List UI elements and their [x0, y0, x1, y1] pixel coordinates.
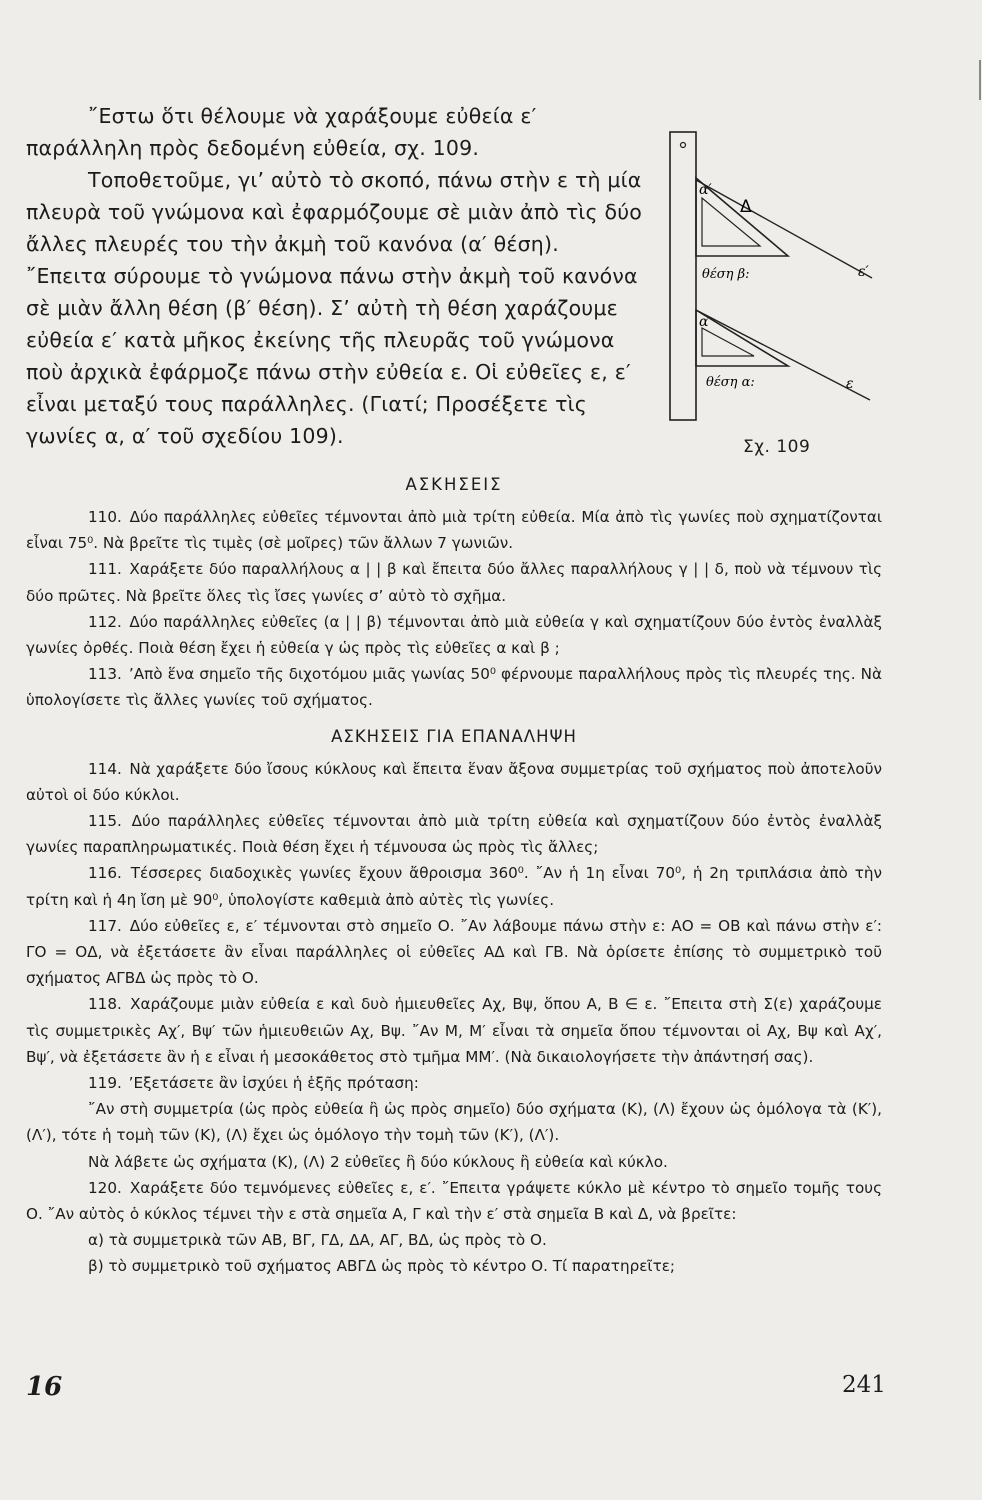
line-e-prime-label: ε′ — [858, 264, 869, 280]
line-e-label: ε — [846, 376, 854, 392]
exercise-number: 114. — [88, 759, 122, 778]
position-b-label: θέση β: — [702, 267, 750, 282]
exercises-section — [26, 470, 882, 1280]
exercise-text: Δύο παράλληλες εὐθεῖες τέμνονται ἀπὸ μιὰ τρίτη εὐθεία. Μία ἀπὸ τὶς γωνίες ποὺ σχηματίζονται εἶναι 75⁰. Νὰ βρεῖτε τὶς τιμὲς (σὲ μοῖρες) τῶν ἄλλων 7 γωνιῶν. — [26, 508, 883, 553]
intro-paragraph-2: Τοποθετοῦμε, γι’ αὐτὸ τὸ σκοπό, πάνω στὴν ε τὴ μία πλευρὰ τοῦ γνώμονα καὶ ἐφαρμόζουμε σὲ μιὰν ἀπὸ τὶς δύο ἄλλες πλευρές του τὴν ἀκμὴ τοῦ κανόνα (α′ θέση). ῎Επειτα σύρουμε τὸ γνώμονα πάνω στὴν ἀκμὴ τοῦ κανόνα σὲ μιὰν ἄλλη θέση (β′ θέση). Σ’ αὐτὴ τὴ θέση χαράζουμε εὐθεία ε′ κατὰ μῆκος ἐκείνης τῆς πλευρᾶς τοῦ γνώμονα ποὺ ἀρχικὰ ἐφάρμοζε πάνω στὴν εὐθεία ε. Οἱ εὐθεῖες ε, ε′ εἶναι μεταξύ τους παράλληλες. (Γιατί; Προσέξετε τὶς γωνίες α, α′ τοῦ σχεδίου 109). — [26, 168, 643, 448]
exercise-117 — [26, 913, 882, 992]
angle-label-top: α′ — [699, 182, 712, 198]
exercise-120 — [26, 1175, 882, 1227]
exercise-119 — [26, 1070, 882, 1096]
exercise-text: Δύο εὐθεῖες ε, ε′ τέμνονται στὸ σημεῖο Ο. ῎Αν λάβουμε πάνω στὴν ε: ΑΟ = ΟΒ καὶ πάνω στὴν ε′: ΓΟ = ΟΔ, νὰ ἐξετάσετε ἂν εἶναι παράλληλες οἱ εὐθεῖες ΑΔ καὶ ΓΒ. Νὰ ὁρίσετε ἐπίσης τὸ συμμετρικὸ τοῦ σχήματος ΑΓΒΔ ὡς πρὸς τὸ Ο. — [26, 916, 883, 988]
exercise-number: 119. — [88, 1074, 122, 1093]
exercise-text: Χαράζουμε μιὰν εὐθεία ε καὶ δυὸ ἡμιευθεῖες Αχ, Βψ, ὅπου Α, Β ∈ ε. ῎Επειτα στὴ Σ(ε) χαράζουμε τὶς συμμετρικὲς Αχ′, Βψ′ τῶν ἡμιευθειῶν Αχ, Βψ. ῎Αν Μ, Μ′ εἶναι τὰ σημεῖα ὅπου τέμνονται οἱ Αχ, Βψ καὶ Αχ′, Βψ′, νὰ ἐξετάσετε ἂν ἡ ε εἶναι ἡ μεσοκάθετος στὸ τμῆμα ΜΜ′. (Νὰ δικαιολογήσετε τὴν ἀπάντησή σας). — [26, 995, 882, 1066]
exercise-119-statement: ῎Αν στὴ συμμετρία (ὡς πρὸς εὐθεία ἢ ὡς πρὸς σημεῖο) δύο σχήματα (Κ), (Λ) ἔχουν ὡς ὁμόλογα τὰ (Κ′), (Λ′), τότε ἡ τομὴ τῶν (Κ), (Λ) ἔχει ὡς ὁμόλογο τὴν τομὴ τῶν (Κ′), (Λ′). — [26, 1100, 882, 1145]
exercise-number: 115. — [88, 812, 122, 831]
exercise-110 — [26, 504, 882, 556]
exercise-115 — [26, 808, 882, 860]
page-edge-mark — [979, 60, 981, 100]
intro-text — [26, 100, 646, 452]
set-square-bottom-inner — [702, 328, 754, 356]
exercise-118 — [26, 991, 882, 1070]
page-number-right: 241 — [842, 1372, 886, 1398]
figure-caption: Σχ. 109 — [743, 437, 811, 457]
ruler-hole — [681, 143, 686, 148]
ruler-shape — [670, 132, 696, 420]
intro-paragraph-1: ῎Εστω ὅτι θέλουμε νὰ χαράξουμε εὐθεία ε′ παράλληλη πρὸς δεδομένη εὐθεία, σχ. 109. — [26, 104, 537, 160]
exercise-text: ’Εξετάσετε ἂν ἰσχύει ἡ ἑξῆς πρόταση: — [128, 1074, 419, 1093]
exercise-text: Τέσσερες διαδοχικὲς γωνίες ἔχουν ἄθροισμα 360⁰. ῎Αν ἡ 1η εἶναι 70⁰, ἡ 2η τριπλάσια ἀπὸ τὴν τρίτη καὶ ἡ 4η ἴση μὲ 90⁰, ὑπολογίστε καθεμιὰ ἀπὸ αὐτὲς τὶς γωνίες. — [26, 864, 883, 909]
angle-label-bottom: α — [699, 314, 709, 330]
exercise-number: 118. — [88, 995, 122, 1014]
exercise-119-note: Νὰ λάβετε ὡς σχήματα (Κ), (Λ) 2 εὐθεῖες ἢ δύο κύκλους ἢ εὐθεία καὶ κύκλο. — [88, 1152, 668, 1171]
exercise-number: 111. — [88, 560, 122, 579]
position-a-label: θέση α: — [706, 375, 755, 390]
exercise-number: 117. — [88, 916, 122, 935]
point-label: Δ — [740, 197, 752, 217]
section-title-exercises: ΑΣΚΗΣΕΙΣ — [405, 475, 503, 494]
exercise-text: Χαράξετε δύο παραλλήλους α | | β καὶ ἔπειτα δύο ἄλλες παραλλήλους γ | | δ, ποὺ νὰ τέμνουν τὶς δύο πρῶτες. Νὰ βρεῖτε ὅλες τὶς ἴσες γωνίες σ’ αὐτὸ τὸ σχῆμα. — [26, 560, 882, 605]
exercise-112 — [26, 609, 882, 661]
page-number-left: 16 — [26, 1372, 63, 1402]
exercise-111 — [26, 556, 882, 608]
line-e-prime — [696, 180, 872, 278]
exercise-114 — [26, 756, 882, 808]
exercise-120-item-a: α) τὰ συμμετρικὰ τῶν ΑΒ, ΒΓ, ΓΔ, ΔΑ, ΑΓ, ΒΔ, ὡς πρὸς τὸ Ο. — [88, 1231, 547, 1250]
set-square-bottom — [696, 310, 788, 366]
exercise-120-item-b: β) τὸ συμμετρικὸ τοῦ σχήματος ΑΒΓΔ ὡς πρὸς τὸ κέντρο Ο. Τί παρατηρεῖτε; — [88, 1257, 676, 1276]
exercise-number: 112. — [88, 612, 122, 631]
exercise-number: 110. — [88, 508, 122, 526]
exercise-113 — [26, 661, 882, 713]
exercise-number: 113. — [88, 665, 122, 684]
exercise-text: Δύο παράλληλες εὐθεῖες (α | | β) τέμνονται ἀπὸ μιὰ εὐθεία γ καὶ σχηματίζουν δύο ἐντὸς ἐναλλὰξ γωνίες ὀρθές. Ποιὰ θέση ἔχει ἡ εὐθεία γ ὡς πρὸς τὶς εὐθεῖες α καὶ β ; — [26, 612, 882, 658]
exercise-116 — [26, 860, 882, 912]
exercise-text: Δύο παράλληλες εὐθεῖες τέμνονται ἀπὸ μιὰ τρίτη εὐθεία καὶ σχηματίζουν δύο ἐντὸς ἐναλλὰξ γωνίες παραπληρωματικές. Ποιὰ θέση ἔχει ἡ τέμνουσα ὡς πρὸς τὶς ἄλλες; — [26, 812, 882, 857]
section-title-review: ΑΣΚΗΣΕΙΣ ΓΙΑ ΕΠΑΝΑΛΗΨΗ — [331, 726, 577, 746]
figure-109 — [662, 128, 892, 468]
exercise-number: 120. — [88, 1178, 122, 1197]
exercise-text: Χαράξετε δύο τεμνόμενες εὐθεῖες ε, ε′. ῎Επειτα γράψετε κύκλο μὲ κέντρο τὸ σημεῖο τομῆς τους Ο. ῎Αν αὐτὸς ὁ κύκλος τέμνει τὴν ε στὰ σημεῖα Α, Γ καὶ τὴν ε′ στὰ σημεῖα Β καὶ Δ, νὰ βρεῖτε: — [26, 1178, 882, 1224]
exercise-number: 116. — [88, 864, 122, 883]
exercise-text: ’Απὸ ἕνα σημεῖο τῆς διχοτόμου μιᾶς γωνίας 50⁰ φέρνουμε παραλλήλους πρὸς τὶς πλευρές της. Νὰ ὑπολογίσετε τὶς ἄλλες γωνίες τοῦ σχήματος. — [26, 665, 883, 710]
exercise-text: Νὰ χαράξετε δύο ἴσους κύκλους καὶ ἔπειτα ἕναν ἄξονα συμμετρίας τοῦ σχήματος ποὺ ἀποτελοῦν αὐτοὶ οἱ δύο κύκλοι. — [26, 759, 882, 804]
